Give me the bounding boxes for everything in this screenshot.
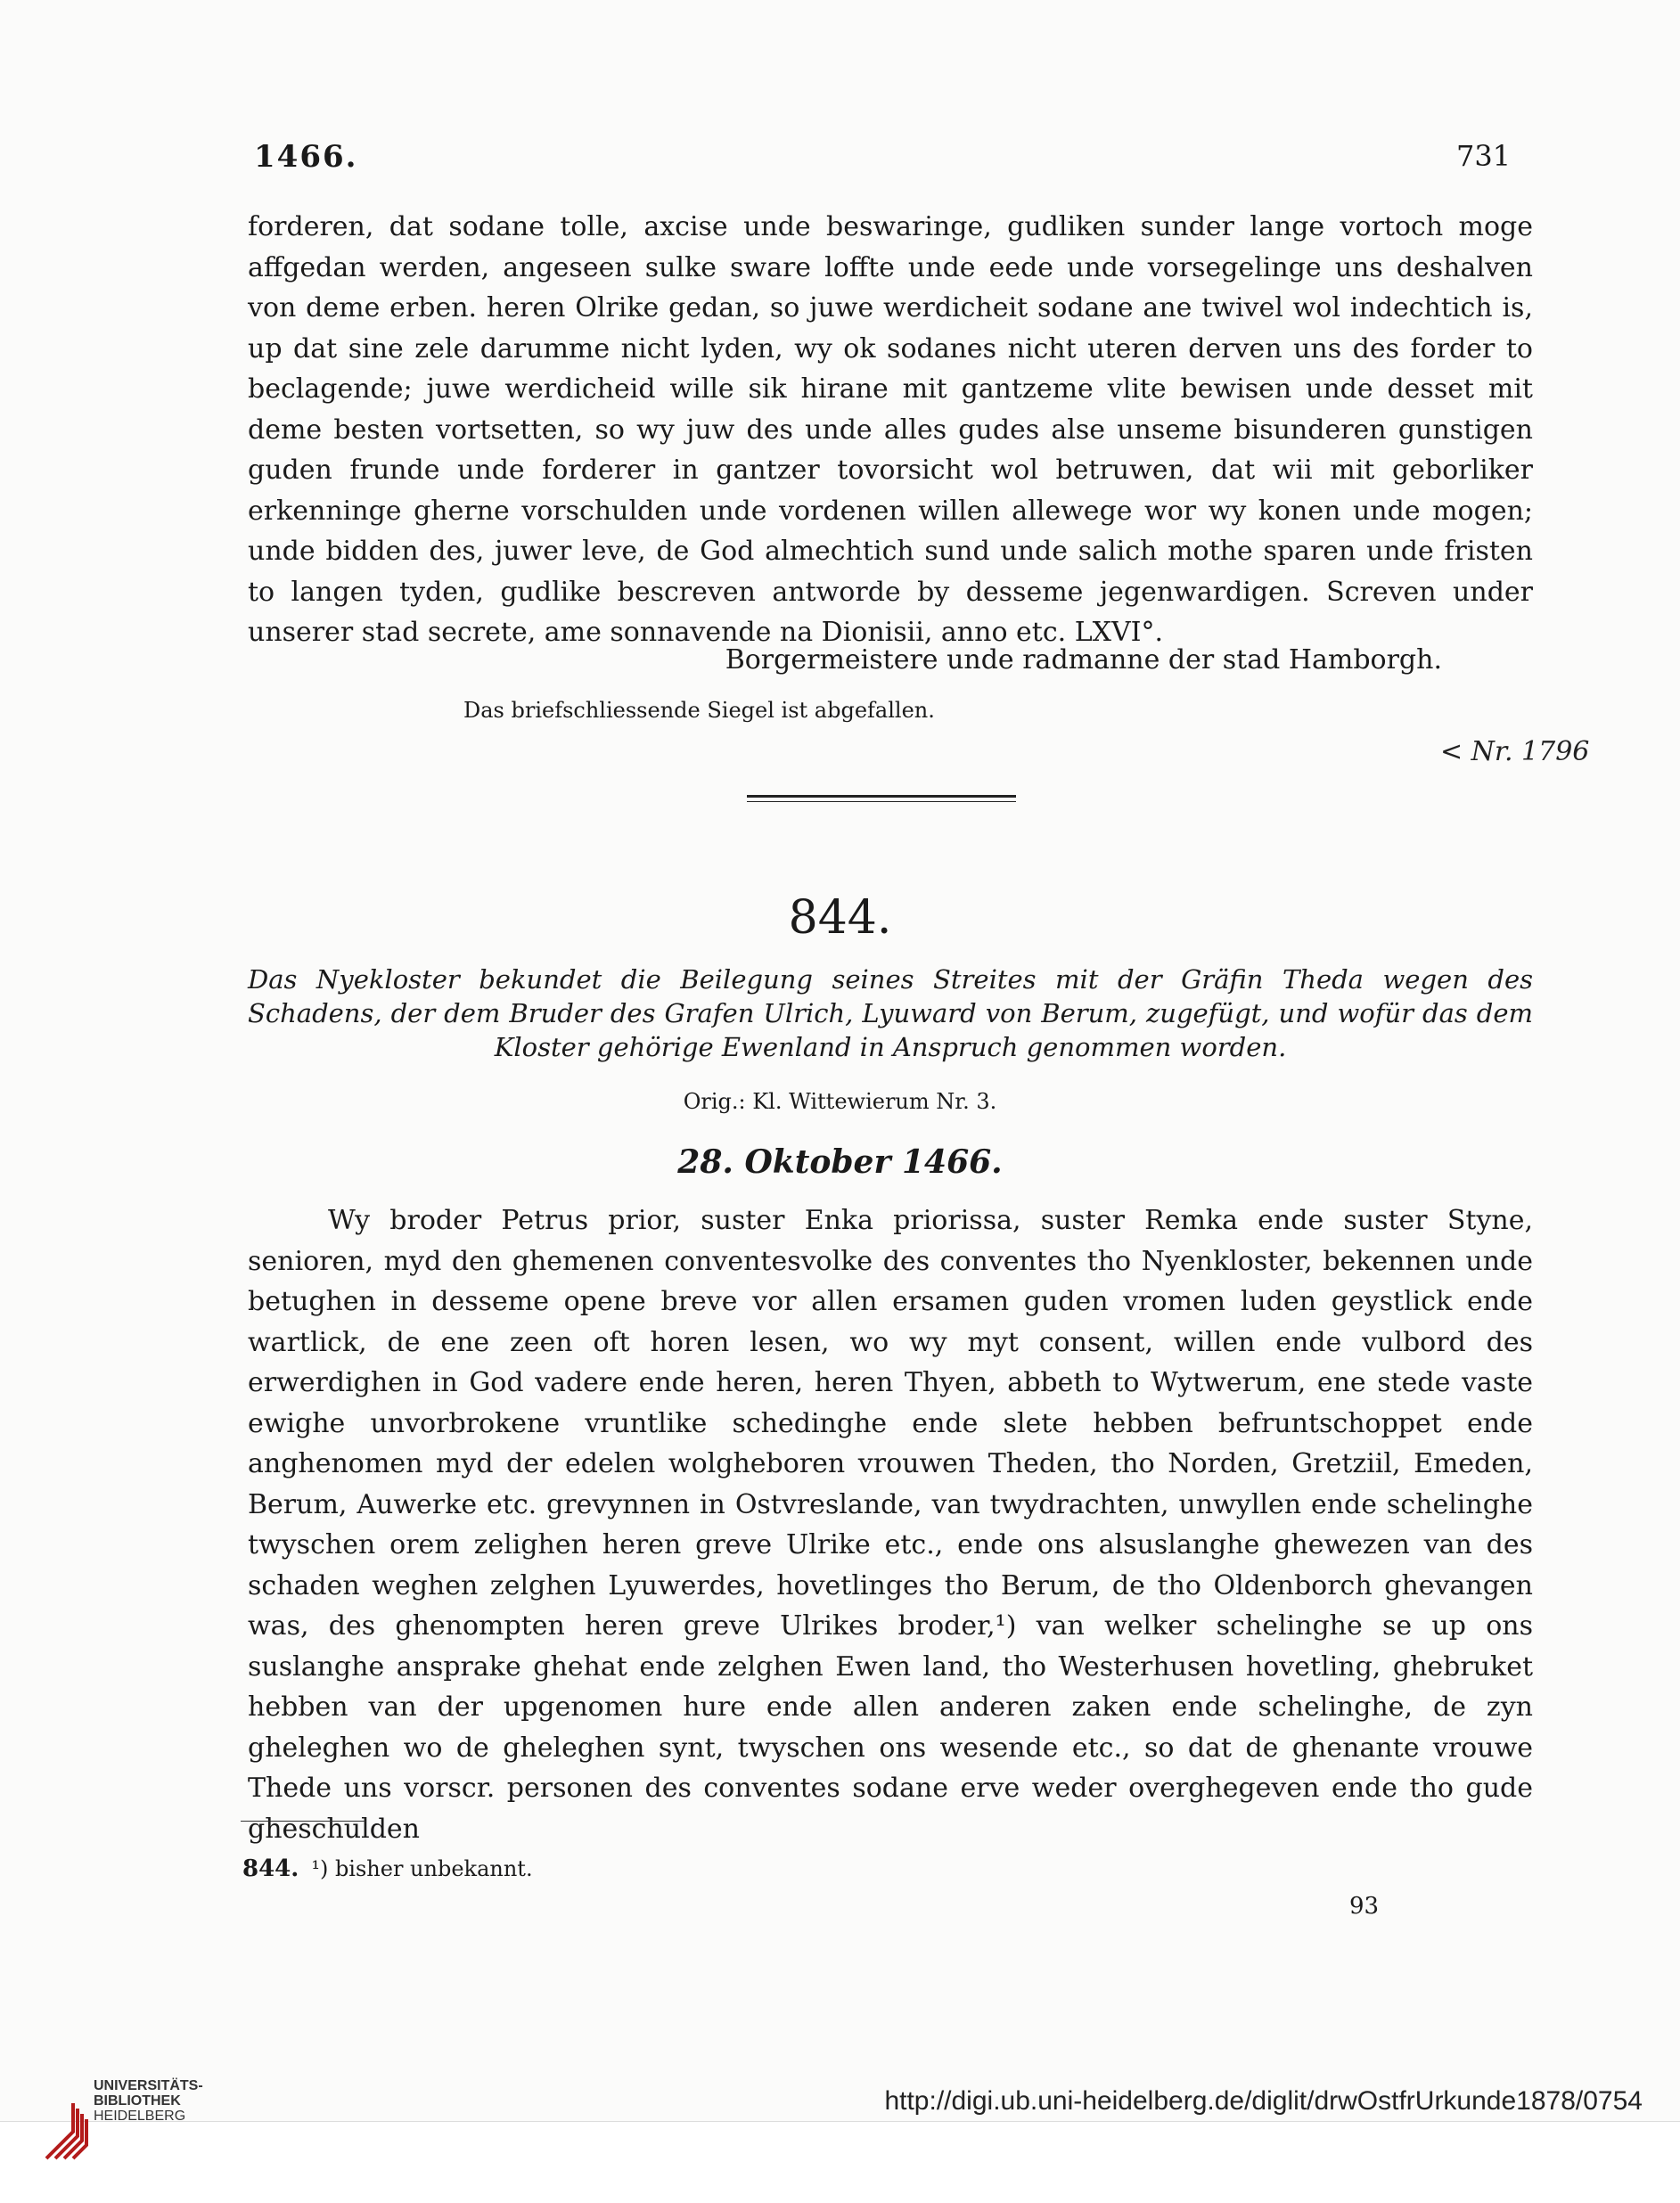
document-text: Wy broder Petrus prior, suster Enka priorissa, suster Remka ende suster Styne, senioren, myd den ghemenen conventesvolke des conventes tho Nyenkloster, bekennen unde betughen in desseme opene breve vor allen ersamen guden vromen luden geystlick ende wartlick, de ene zeen oft horen lesen, wo wy myt consent, willen ende vulbord des erwerdighen in God vadere ende heren, heren Thyen, abbeth to Wytwerum, ene stede vaste ewighe unvorbrokene vruntlike schedinghe ende slete hebben befruntschoppet ende anghenomen myd der edelen wolgheboren vrouwen Theden, tho Norden, Gretziil, Emeden, Berum, Auwerke etc. grevynnen in Ostvreslande, van twydrachten, unwyllen ende schelinghe twyschen orem zelighen heren greve Ulrike etc., ende ons alsuslanghe ghewezen van des schaden weghen zelghen Lyuwerdes, hovetlinges tho Berum, de tho Oldenborch ghevangen was, des ghenompten heren greve Ulrikes broder,¹) van welker schelinghe se up ons suslanghe ansprake ghehat ende zelghen Ewen land, tho Westerhusen hovetling, ghebruket hebben van der upgenomen hure ende allen anderen zaken ende schelinghe, de zyn gheleghen wo de gheleghen synt, twyschen ons wesende etc., so dat de ghenante vrouwe Thede uns vorscr. personen des conventes sodane erve weder overghegeven ende tho gude gheschulden: [248, 1205, 1533, 1845]
document-body: [248, 1200, 1533, 1849]
footnote-rule: [241, 1821, 365, 1822]
document-number: 844.: [788, 891, 892, 945]
letter-signature: Borgermeistere unde radmanne der stad Hamborgh.: [725, 644, 1442, 676]
page-number: 731: [1456, 139, 1512, 173]
handwritten-margin-note: < Nr. 1796: [1440, 736, 1590, 767]
library-name: [94, 2078, 203, 2124]
section-divider: [747, 795, 1016, 802]
document-summary: Das Nyekloster bekundet die Beilegung seines Streites mit der Gräfin Theda wegen des Schadens, der dem Bruder des Grafen Ulrich, Lyuward von Berum, zugefügt, und wofür das dem Kloster gehörige Ewenland in Anspruch genommen worden.: [248, 964, 1533, 1062]
seal-note: Das briefschliessende Siegel ist abgefallen.: [463, 698, 935, 723]
viewer-footer: [0, 2121, 1680, 2203]
footnote-text: ¹) bisher unbekannt.: [311, 1856, 533, 1881]
sheet-signature-number: 93: [1349, 1893, 1380, 1920]
library-name-line2: BIBLIOTHEK: [94, 2093, 181, 2109]
footnote-number: 844.: [242, 1855, 299, 1882]
letter-body: [248, 207, 1533, 653]
library-name-line3: HEIDELBERG: [94, 2109, 186, 2124]
permalink-url[interactable]: http://digi.ub.uni-heidelberg.de/diglit/drwOstfrUrkunde1878/0754: [884, 2086, 1643, 2116]
letter-paragraph: forderen, dat sodane tolle, axcise unde beswaringe, gudliken sunder lange vortoch moge affgedan werden, angeseen sulke sware loffte unde eede unde vorsegelinge uns deshalven von deme erben. heren Olrike gedan, so juwe werdicheit sodane ane twivel wol indechtich is, up dat sine zele darumme nicht lyden, wy ok sodanes nicht uteren derven uns des forder to beclagende; juwe werdicheid wille sik hirane mit gantzeme vlite bewisen unde desset mit deme besten vortsetten, so wy juw des unde alles gudes alse unseme bisunderen gunstigen guden frunde unde forderer in gantzer tovorsicht wol betruwen, dat wii mit geborliker erkenninge gherne vorschulden unde vordenen willen allewege wor wy konen unde mogen; unde bidden des, juwer leve, de God almechtich sund unde salich mothe sparen unde fristen to langen tyden, gudlike bescreven antworde by desseme jegenwardigen. Screven under unserer stad secrete, ame sonnavende na Dionisii, anno etc. LXVI°.: [248, 211, 1533, 648]
document-date: 28. Oktober 1466.: [677, 1143, 1003, 1181]
document-source: Orig.: Kl. Wittewierum Nr. 3.: [683, 1089, 997, 1114]
footnote: [242, 1855, 533, 1882]
library-name-line1: UNIVERSITÄTS-: [94, 2078, 203, 2093]
running-head-year: 1466.: [254, 139, 358, 175]
